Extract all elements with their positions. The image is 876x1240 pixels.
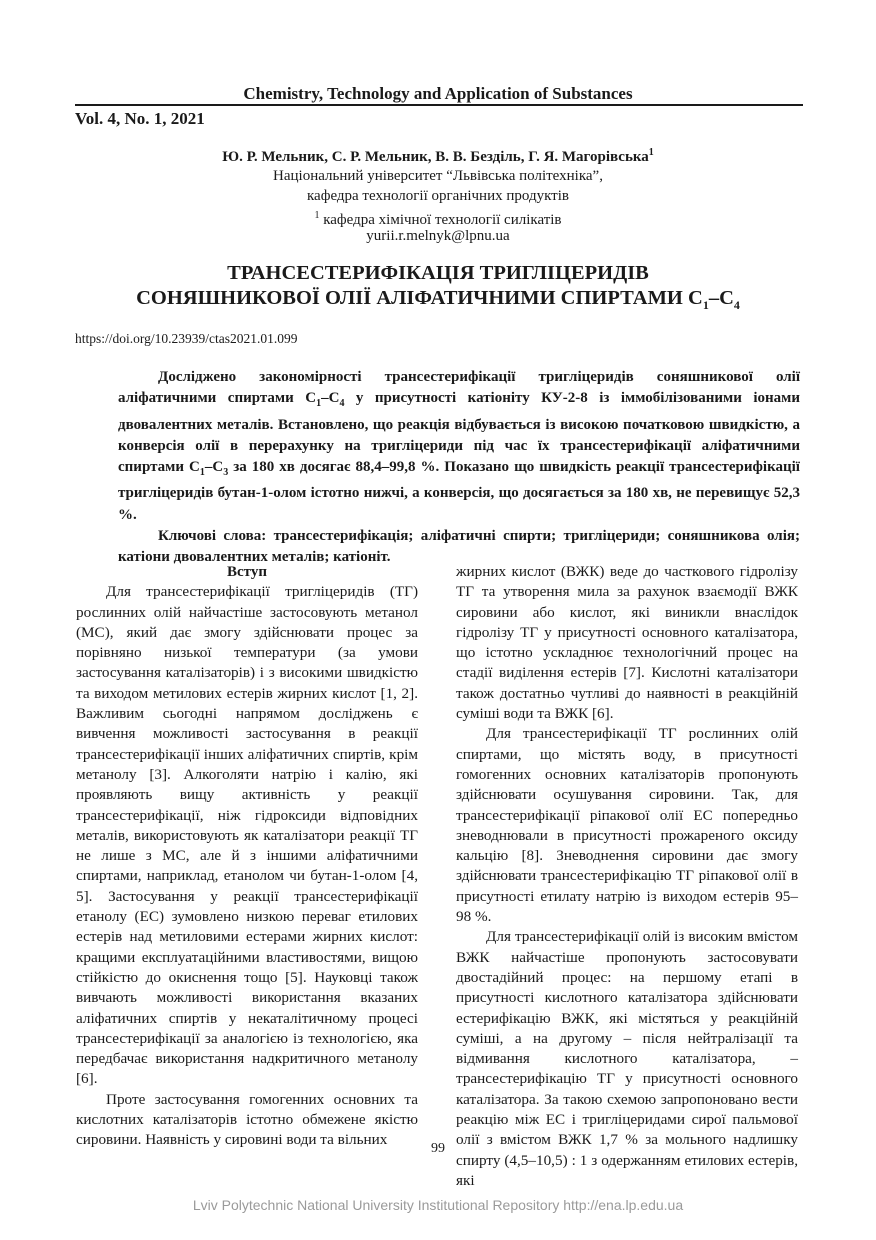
abstract-sub-2: 4 [339,398,345,410]
abstract-part-d: –C [204,459,224,476]
paper-title [0,261,876,318]
abstract-sub-3: 1 [199,467,205,479]
page-number: 99 [431,1141,445,1156]
affiliation-university: Національний університет “Львівська політехніка”, [273,168,603,184]
authors [0,147,876,166]
right-column [456,562,798,1191]
author-email: yurii.r.melnyk@lpnu.ua [366,228,510,244]
title-line-2 [0,286,876,318]
volume-info: Vol. 4, No. 1, 2021 [75,109,205,128]
authors-superscript: 1 [648,147,654,158]
left-paragraph-2: Проте застосування гомогенних основних та кислотних каталізаторів істотно обмежене якістю сировини. Наявність у сировині води та вільних [76,1090,418,1149]
right-paragraph-1: жирних кислот (ВЖК) веде до часткового гідролізу ТГ та утворення мила за рахунок взаємодії ВЖК сировини або кислот, які виникли внаслідок гідролізу ТГ у присутності основного каталізатора, що істотно ускладнює технологічний процес на стадії виділення естерів [7]. Кислотні каталізатори також достатньо чутливі до наявності в реакційній суміші води та ВЖК [6]. [456,563,798,723]
doi-link[interactable]: https://doi.org/10.23939/ctas2021.01.099 [75,331,298,346]
left-column [76,562,418,1151]
right-paragraph-3: Для трансестерифікації олій із високим вмістом ВЖК найчастіше пропонують застосовувати двостадійний процес: на першому етапі в присутності кислотного каталізатора здійснювати естерифікацію ВЖК, які містяться у реакційній суміші, а на другому – після нейтралізації та відмивання кислотного каталізатора, – трансестерифікацію ТГ у присутності основного каталізатора. За такою схемою запропоновано вести реакцію між ЕС і тригліцеридами сирої пальмової олії з вмістом ВЖК 1,7 % за мольного надлишку спирту (4,5–10,5) : 1 з одержанням етилових естерів, які [456,928,798,1189]
section-heading: Вступ [227,564,267,580]
title-dash: –C [708,287,734,309]
title-subscript-2: 4 [733,298,740,313]
title-line-1: ТРАНСЕСТЕРИФІКАЦІЯ ТРИГЛІЦЕРИДІВ [227,262,649,284]
keywords: Ключові слова: трансестерифікація; аліфатичні спирти; тригліцериди; соняшникова олія; катіони двовалентних металів; катіоніт. [118,528,800,566]
title-line-2-text: СОНЯШНИКОВОЇ ОЛІЇ АЛІФАТИЧНИМИ СПИРТАМИ C [136,287,703,309]
abstract-sub-4: 3 [223,467,229,479]
journal-title: Chemistry, Technology and Application of Substances [243,84,633,103]
abstract-part-a: Досліджено закономірності трансестерифікації тригліцеридів соняшникової олії аліфатичними спиртами C [118,369,800,407]
affiliation-department-2-text: кафедра хімічної технології силікатів [319,212,562,228]
header-rule [75,104,803,106]
right-paragraph-2: Для трансестерифікації ТГ рослинних олій спиртами, що містять воду, в присутності гомогенних основних каталізаторів пропонують здійснювати осушування сировини. Так, для трансестерифікації ріпакової олії ЕС попередньо зневоднювали в присутності прожареного оксиду кальцію [8]. Зневоднення сировини дає змогу здійснювати трансестерифікацію ТГ ріпакової олії в присутності етилату натрію із виходом естерів 95–98 %. [456,725,798,926]
affiliation-superscript: 1 [314,210,320,221]
abstract [118,367,800,569]
affiliation-department-1: кафедра технології органічних продуктів [307,188,569,204]
repository-footer: Lviv Polytechnic National University Institutional Repository http://ena.lp.edu.ua [192,1197,684,1213]
title-subscript-1: 1 [702,298,709,313]
authors-names: Ю. Р. Мельник, С. Р. Мельник, В. В. Безділь, Г. Я. Магорівська [222,149,649,165]
abstract-part-b: –C [321,390,340,407]
abstract-part-e: за 180 хв досягає 88,4–99,8 %. Показано що швидкість реакції трансестерифікації тригліцеридів бутан-1-олом істотно нижчі, а конверсія, що досягається за 180 хв, не перевищує 52,3 %. [118,459,800,523]
abstract-part-c: у присутності катіоніту КУ-2-8 із іммобілізованими іонами двовалентних металів. Встановлено, що реакція відбувається із високою початковою швидкістю, а конверсія олії в перерахунку на тригліцериди під час їх трансестерифікації аліфатичними спиртами C [118,390,801,476]
abstract-text [118,367,800,526]
abstract-sub-1: 1 [316,398,322,410]
left-paragraph-1: Для трансестерифікації тригліцеридів (ТГ) рослинних олій найчастіше застосовують метанол (МС), який дає змогу здійснювати процес за порівняно низької температури (за умови застосування каталізаторів) і з високими швидкістю та виходом метилових естерів жирних кислот [1, 2]. Важливим сьогодні напрямом досліджень є вивчення можливості застосування в реакції трансестерифікації інших аліфатичних спиртів, крім метанолу [3]. Алкоголяти натрію і калію, які проявляють вищу активність у реакції трансестерифікації, ніж гідроксиди відповідних металів, використовують як каталізатори реакції ТГ не лише з МС, але й з іншими аліфатичними спиртами, наприклад, етанолом чи бутан-1-олом [4, 5]. Застосування у реакції трансестерифікації етанолу (ЕС) зумовлено низкою переваг етилових естерів над метиловими естерами жирних кислот: кращими експлуатаційними властивостями, вищою стійкістю до окиснення тощо [5]. Науковці також вивчають можливості використання вказаних аліфатичних спиртів у некаталітичному процесі трансестерифікації за аналогією із технологією, яка передбачає використання надкритичного метанолу [6]. [76,583,418,1088]
